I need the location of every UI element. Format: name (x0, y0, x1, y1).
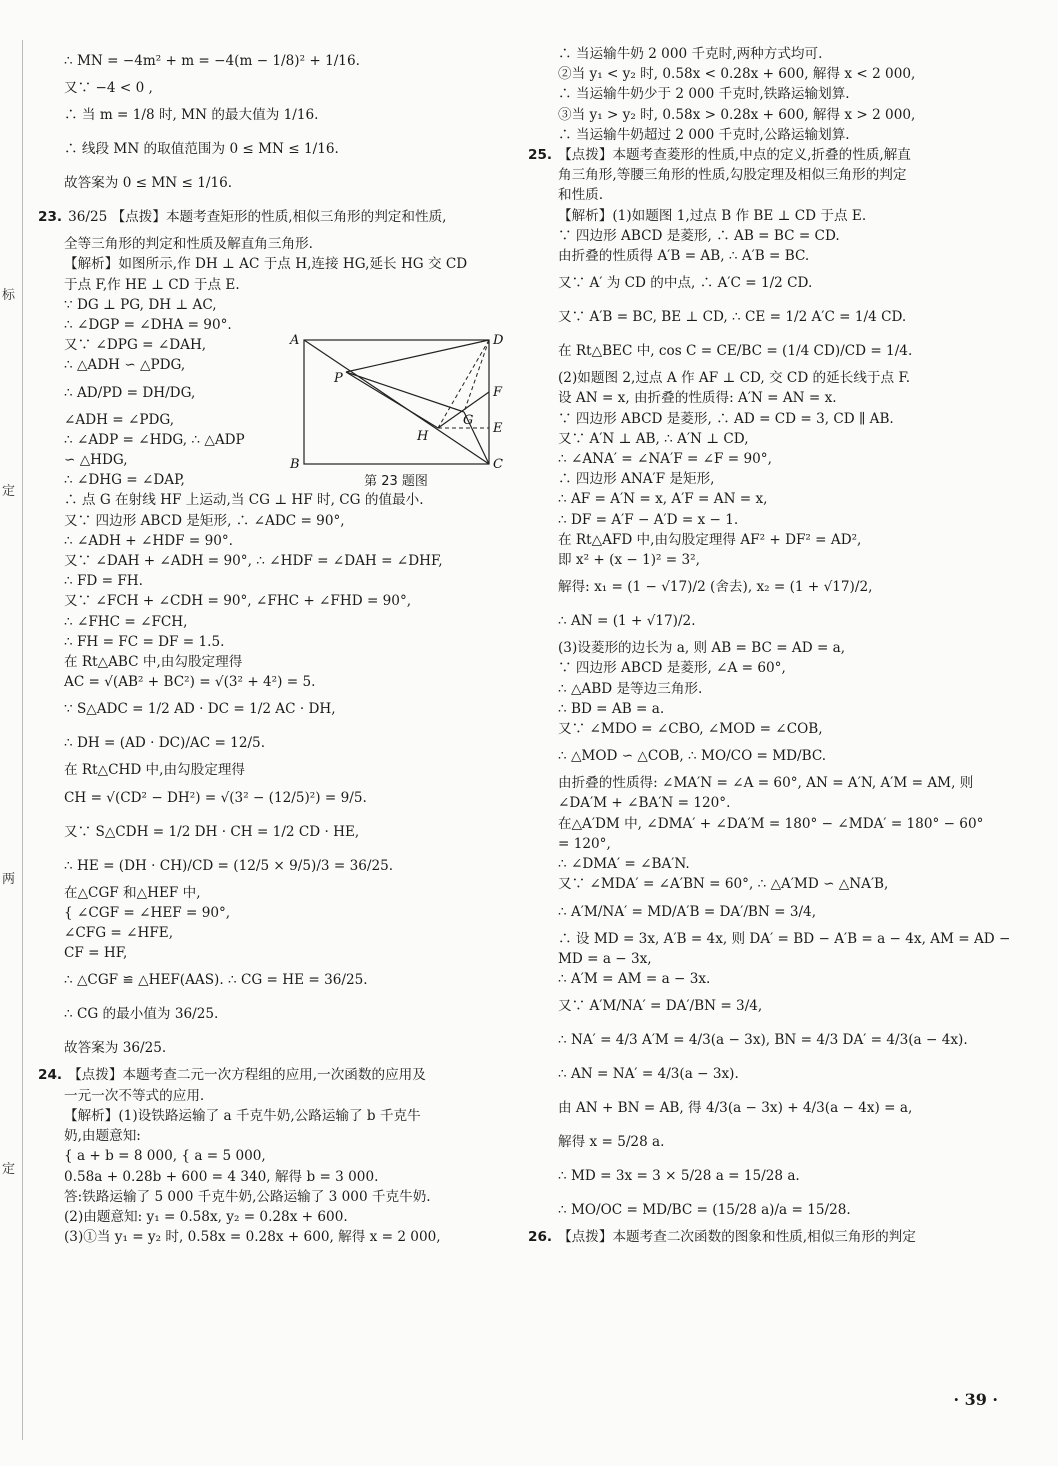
text-line (38, 132, 518, 166)
text-line (528, 1227, 1008, 1247)
text-line (38, 450, 304, 470)
text-line (528, 489, 1008, 509)
text-line (528, 206, 1008, 226)
text-line (528, 814, 1008, 834)
line-text: 即 x² + (x − 1)² = 3², (558, 552, 700, 569)
margin-char: 两 (2, 872, 16, 887)
text-line (528, 469, 1008, 489)
text-line (528, 550, 1008, 570)
text-line (528, 334, 1008, 368)
line-text: ∴ 设 MD = 3x, A′B = 4x, 则 DA′ = BD − A′B = a − 4x, AM = AD − (558, 930, 1011, 947)
text-line (38, 1187, 518, 1207)
text-line (528, 530, 1008, 550)
line-text: (3)①当 y₁ = y₂ 时, 0.58x = 0.28x + 600, 解得 x = 2 000, (64, 1229, 441, 1246)
fig-label: A (290, 333, 300, 348)
line-text: 在 Rt△AFD 中,由勾股定理得 AF² + DF² = AD², (558, 531, 862, 548)
text-line (528, 429, 1008, 449)
margin-char: 定 (2, 484, 16, 499)
text-line (528, 1091, 1008, 1125)
line-text: 【解析】(1)设铁路运输了 a 千克牛奶,公路运输了 b 千克牛 (64, 1107, 421, 1124)
line-text: ∴ A′M/NA′ = MD/A′B = DA′/BN = 3/4, (558, 903, 817, 920)
line-text: ∴ AD/PD = DH/DG, (64, 384, 196, 401)
line-text: ∴ AN = (1 + √17)/2. (558, 613, 696, 630)
text-line (38, 551, 518, 571)
line-text: 又∵ ∠MDA′ = ∠A′BN = 60°, ∴ △A′MD ∽ △NA′B, (558, 876, 889, 893)
text-line (38, 652, 518, 672)
line-text: ∴ 当运输牛奶 2 000 千克时,两种方式均可. (558, 46, 823, 62)
line-text: = 120°, (558, 835, 611, 852)
line-text: 和性质. (558, 187, 604, 204)
text-line (528, 300, 1008, 334)
text-line (528, 1023, 1008, 1057)
text-line (38, 632, 518, 652)
line-text: 故答案为 36/25. (64, 1040, 167, 1057)
line-text: 【解析】(1)如题图 1,过点 B 作 BE ⊥ CD 于点 E. (558, 207, 867, 224)
right-column (528, 44, 1011, 1247)
fig-label: H (417, 429, 429, 444)
text-line (38, 234, 518, 254)
figure-23-diagram (286, 330, 506, 470)
line-text: ∴ △ABD 是等边三角形. (558, 680, 703, 697)
text-line (528, 165, 1008, 185)
line-text: ∴ MO/OC = MD/BC = (15/28 a)/a = 15/28. (558, 1202, 851, 1219)
line-text: ∵ 四边形 ABCD 是菱形, ∴ AB = BC = CD. (558, 227, 840, 244)
line-text: 【点拨】本题考查二次函数的图象和性质,相似三角形的判定 (558, 1229, 916, 1246)
line-text: CH = √(CD² − DH²) = √(3² − (12/5)²) = 9/5. (64, 789, 367, 806)
line-text: { ∠CGF = ∠HEF = 90°, (64, 904, 231, 921)
line-text: ∴ BD = AB = a. (558, 700, 665, 717)
line-text: ∴ ∠DMA′ = ∠BA′N. (558, 856, 690, 873)
text-line (528, 64, 1008, 84)
text-line (38, 430, 304, 450)
text-line (38, 1106, 518, 1126)
text-line (38, 997, 518, 1031)
left-column (38, 44, 518, 1247)
line-text: (2)如题图 2,过点 A 作 AF ⊥ CD, 交 CD 的延长线于点 F. (558, 370, 911, 387)
margin-char: 定 (2, 1162, 16, 1177)
line-text: 于点 F,作 HE ⊥ CD 于点 E. (64, 276, 240, 293)
line-text: 在△CGF 和△HEF 中, (64, 884, 201, 901)
fig-label: P (334, 371, 343, 386)
line-text: ②当 y₁ < y₂ 时, 0.58x < 0.28x + 600, 解得 x < 2 000, (558, 66, 916, 83)
line-text: 又∵ S△CDH = 1/2 DH · CH = 1/2 CD · HE, (64, 823, 360, 840)
line-text: 解得: x₁ = (1 − √17)/2 (舍去), x₂ = (1 + √17)/2, (558, 579, 873, 596)
text-line (38, 1031, 518, 1065)
text-line (38, 44, 518, 78)
line-text: ∴ FD = FH. (64, 573, 143, 590)
text-line (528, 125, 1008, 145)
figure-caption: 第 23 题图 (364, 474, 428, 489)
line-text: ∠DA′M + ∠BA′N = 120°. (558, 795, 731, 812)
text-line (38, 923, 518, 943)
line-text: ∴ MN = −4m² + m = −4(m − 1/8)² + 1/16. (64, 53, 360, 69)
text-line (528, 1159, 1008, 1193)
line-text: 在△A′DM 中, ∠DMA′ + ∠DA′M = 180° − ∠MDA′ = 180° − 60° (558, 815, 984, 832)
text-line (528, 658, 1008, 678)
line-text: 36/25 【点拨】本题考查矩形的性质,相似三角形的判定和性质, (68, 209, 447, 226)
line-text: 【解析】如图所示,作 DH ⊥ AC 于点 H,连接 HG,延长 HG 交 CD (64, 256, 468, 273)
line-text: 由 AN + BN = AB, 得 4/3(a − 3x) + 4/3(a − 4x) = a, (558, 1100, 913, 1117)
text-line (528, 604, 1008, 638)
text-line (528, 84, 1008, 104)
text-line (38, 166, 518, 200)
line-text: ∵ 四边形 ABCD 是菱形, ∴ AD = CD = 3, CD ∥ AB. (558, 410, 894, 427)
text-line (38, 1065, 518, 1085)
text-line (38, 1207, 518, 1227)
line-text: ∴ DF = A′F − A′D = x − 1. (558, 511, 739, 528)
line-text: ∴ △ADH ∽ △PDG, (64, 357, 186, 374)
line-text: (3)设菱形的边长为 a, 则 AB = BC = AD = a, (558, 640, 846, 657)
line-text: ∠ADH = ∠PDG, (64, 411, 175, 428)
text-line (38, 1227, 518, 1247)
text-line (528, 1125, 1008, 1159)
line-text: 答:铁路运输了 5 000 千克牛奶,公路运输了 3 000 千克牛奶. (64, 1188, 431, 1205)
line-text: 又∵ −4 < 0 , (64, 80, 153, 96)
line-text: ∴ MD = 3x = 3 × 5/28 a = 15/28 a. (558, 1168, 800, 1185)
line-text: (2)由题意知: y₁ = 0.58x, y₂ = 0.28x + 600. (64, 1208, 348, 1225)
text-line (528, 719, 1008, 739)
question-number: 23. (38, 209, 63, 226)
line-text: ∴ 线段 MN 的取值范围为 0 ≤ MN ≤ 1/16. (64, 141, 339, 158)
text-line (38, 275, 518, 295)
figure-23 (286, 330, 506, 492)
text-line (38, 815, 518, 849)
line-text: ∴ AF = A′N = x, A′F = AN = x, (558, 491, 768, 508)
fig-label: D (493, 333, 504, 348)
line-text: ∠CFG = ∠HFE, (64, 925, 174, 942)
line-text: ∴ △MOD ∽ △COB, ∴ MO/CO = MD/BC. (558, 748, 827, 765)
line-text: 又∵ ∠FCH + ∠CDH = 90°, ∠FHC + ∠FHD = 90°, (64, 593, 412, 610)
line-text: ∴ AN = NA′ = 4/3(a − 3x). (558, 1066, 739, 1083)
text-line (38, 410, 304, 430)
line-text: ∴ ∠ANA′ = ∠NA′F = ∠F = 90°, (558, 451, 772, 468)
text-line (528, 949, 1008, 969)
line-text: MD = a − 3x, (558, 950, 652, 967)
line-text: ∴ 当运输牛奶少于 2 000 千克时,铁路运输划算. (558, 86, 850, 103)
line-text: 【点拨】本题考查二元一次方程组的应用,一次函数的应用及 (68, 1067, 426, 1084)
text-line (38, 903, 518, 923)
line-text: 一元一次不等式的应用. (64, 1087, 205, 1104)
text-line (38, 78, 518, 98)
line-text: ∵ 四边形 ABCD 是菱形, ∠A = 60°, (558, 660, 786, 677)
text-line (38, 254, 518, 274)
text-line (38, 692, 518, 726)
line-text: ∴ HE = (DH · CH)/CD = (12/5 × 9/5)/3 = 36/25. (64, 857, 394, 874)
text-line (528, 44, 1008, 64)
line-text: ∵ DG ⊥ PG, DH ⊥ AC, (64, 296, 217, 313)
text-line (38, 315, 304, 335)
text-line (38, 98, 518, 132)
text-line (38, 511, 518, 531)
text-line (528, 185, 1008, 205)
line-text: 0.58a + 0.28b + 600 = 4 340, 解得 b = 3 000. (64, 1168, 379, 1185)
line-text: ∴ ∠FHC = ∠FCH, (64, 613, 188, 630)
line-text: ∴ ∠ADH + ∠HDF = 90°. (64, 532, 233, 549)
fig-label: C (493, 457, 503, 470)
line-text: ∴ FH = FC = DF = 1.5. (64, 633, 225, 650)
line-text: ∴ A′M = AM = a − 3x. (558, 970, 711, 987)
text-line (38, 883, 518, 903)
text-line (38, 571, 518, 591)
text-line (528, 368, 1008, 388)
line-text: 由折叠的性质得 A′B = AB, ∴ A′B = BC. (558, 248, 810, 265)
text-line (38, 1146, 518, 1166)
line-text: ③当 y₁ > y₂ 时, 0.58x > 0.28x + 600, 解得 x > 2 000, (558, 106, 916, 123)
line-text: ∵ S△ADC = 1/2 AD · DC = 1/2 AC · DH, (64, 701, 336, 718)
line-text: 又∵ A′M/NA′ = DA′/BN = 3/4, (558, 998, 763, 1015)
text-line (528, 510, 1008, 530)
text-line (528, 773, 1008, 793)
text-line (528, 1057, 1008, 1091)
line-text: 又∵ A′B = BC, BE ⊥ CD, ∴ CE = 1/2 A′C = 1/4 CD. (558, 309, 907, 326)
text-line (38, 781, 518, 815)
line-text: 奶,由题意知: (64, 1128, 141, 1145)
text-line (38, 335, 304, 355)
question-number: 26. (528, 1229, 553, 1246)
text-line (528, 989, 1008, 1023)
line-text: 又∵ A′N ⊥ AB, ∴ A′N ⊥ CD, (558, 430, 749, 447)
binding-line (22, 40, 23, 1440)
line-text: 故答案为 0 ≤ MN ≤ 1/16. (64, 175, 233, 192)
text-line (528, 699, 1008, 719)
text-line (528, 266, 1008, 300)
question-number: 24. (38, 1067, 63, 1084)
text-line (38, 1086, 518, 1106)
text-line (528, 226, 1008, 246)
line-text: 由折叠的性质得: ∠MA′N = ∠A = 60°, AN = A′N, A′M = AM, 则 (558, 775, 974, 792)
text-line (528, 854, 1008, 874)
text-line (38, 376, 304, 410)
fig-label: E (493, 421, 503, 436)
fig-label: G (463, 413, 474, 428)
text-line (38, 963, 518, 997)
line-text: ∴ 点 G 在射线 HF 上运动,当 CG ⊥ HF 时, CG 的值最小. (64, 492, 424, 509)
text-line (38, 943, 518, 963)
text-line (528, 895, 1008, 929)
text-line (38, 591, 518, 611)
text-line (38, 612, 518, 632)
text-line (38, 531, 518, 551)
text-line (528, 449, 1008, 469)
text-line (528, 388, 1008, 408)
text-line (38, 849, 518, 883)
fig-label: B (290, 457, 300, 470)
text-line (528, 874, 1008, 894)
text-line (38, 672, 518, 692)
line-text: 又∵ ∠DPG = ∠DAH, (64, 337, 207, 354)
line-text: ∴ CG 的最小值为 36/25. (64, 1006, 219, 1023)
text-line (38, 1126, 518, 1146)
line-text: { a + b = 8 000, { a = 5 000, (64, 1148, 266, 1165)
line-text: 又∵ ∠DAH + ∠ADH = 90°, ∴ ∠HDF = ∠DAH = ∠DHF, (64, 553, 443, 570)
page-number: · 39 · (953, 1390, 998, 1409)
line-text: 在 Rt△CHD 中,由勾股定理得 (64, 762, 246, 779)
line-text: ∴ ∠DHG = ∠DAP, (64, 472, 185, 489)
fig-label: F (493, 385, 503, 400)
line-text: 解得 x = 5/28 a. (558, 1134, 665, 1151)
text-line (528, 570, 1008, 604)
text-line (38, 1167, 518, 1187)
text-line (38, 760, 518, 780)
text-line (528, 929, 1011, 949)
line-text: CF = HF, (64, 945, 128, 962)
line-text: ∴ 当 m = 1/8 时, MN 的最大值为 1/16. (64, 107, 319, 124)
line-text: 在 Rt△ABC 中,由勾股定理得 (64, 654, 243, 671)
line-text: ∽ △HDG, (64, 452, 128, 469)
line-text: ∴ △CGF ≌ △HEF(AAS). ∴ CG = HE = 36/25. (64, 972, 368, 989)
text-line (528, 679, 1008, 699)
text-line (38, 490, 518, 510)
line-text: ∴ DH = (AD · DC)/AC = 12/5. (64, 735, 266, 752)
text-line (38, 200, 518, 234)
line-text: 又∵ ∠MDO = ∠CBO, ∠MOD = ∠COB, (558, 721, 823, 738)
line-text: ∴ ∠ADP = ∠HDG, ∴ △ADP (64, 431, 245, 448)
line-text: 又∵ 四边形 ABCD 是矩形, ∴ ∠ADC = 90°, (64, 512, 345, 529)
text-line (528, 409, 1008, 429)
line-text: ∴ 四边形 ANA′F 是矩形, (558, 471, 715, 488)
line-text: 设 AN = x, 由折叠的性质得: A′N = AN = x. (558, 390, 837, 407)
text-line (528, 793, 1008, 813)
line-text: ∴ ∠DGP = ∠DHA = 90°. (64, 317, 232, 334)
text-line (38, 726, 518, 760)
text-line (38, 295, 304, 315)
text-line (528, 739, 1008, 773)
line-text: 在 Rt△BEC 中, cos C = CE/BC = (1/4 CD)/CD = 1/4. (558, 343, 913, 360)
text-line (528, 145, 1008, 165)
text-line (528, 105, 1008, 125)
line-text: 全等三角形的判定和性质及解直角三角形. (64, 236, 314, 253)
text-line (38, 355, 304, 375)
line-text: 又∵ A′ 为 CD 的中点, ∴ A′C = 1/2 CD. (558, 275, 813, 292)
text-line (528, 246, 1008, 266)
line-text: ∴ NA′ = 4/3 A′M = 4/3(a − 3x), BN = 4/3 DA′ = 4/3(a − 4x). (558, 1032, 968, 1049)
question-number: 25. (528, 147, 553, 164)
text-line (528, 969, 1008, 989)
text-line (528, 834, 1008, 854)
margin-char: 标 (2, 288, 16, 303)
line-text: 【点拨】本题考查菱形的性质,中点的定义,折叠的性质,解直 (558, 147, 911, 164)
text-line (528, 638, 1008, 658)
line-text: ∴ 当运输牛奶超过 2 000 千克时,公路运输划算. (558, 126, 850, 143)
line-text: 角三角形,等腰三角形的性质,勾股定理及相似三角形的判定 (558, 167, 907, 184)
line-text: AC = √(AB² + BC²) = √(3² + 4²) = 5. (64, 674, 316, 691)
text-line (528, 1193, 1008, 1227)
